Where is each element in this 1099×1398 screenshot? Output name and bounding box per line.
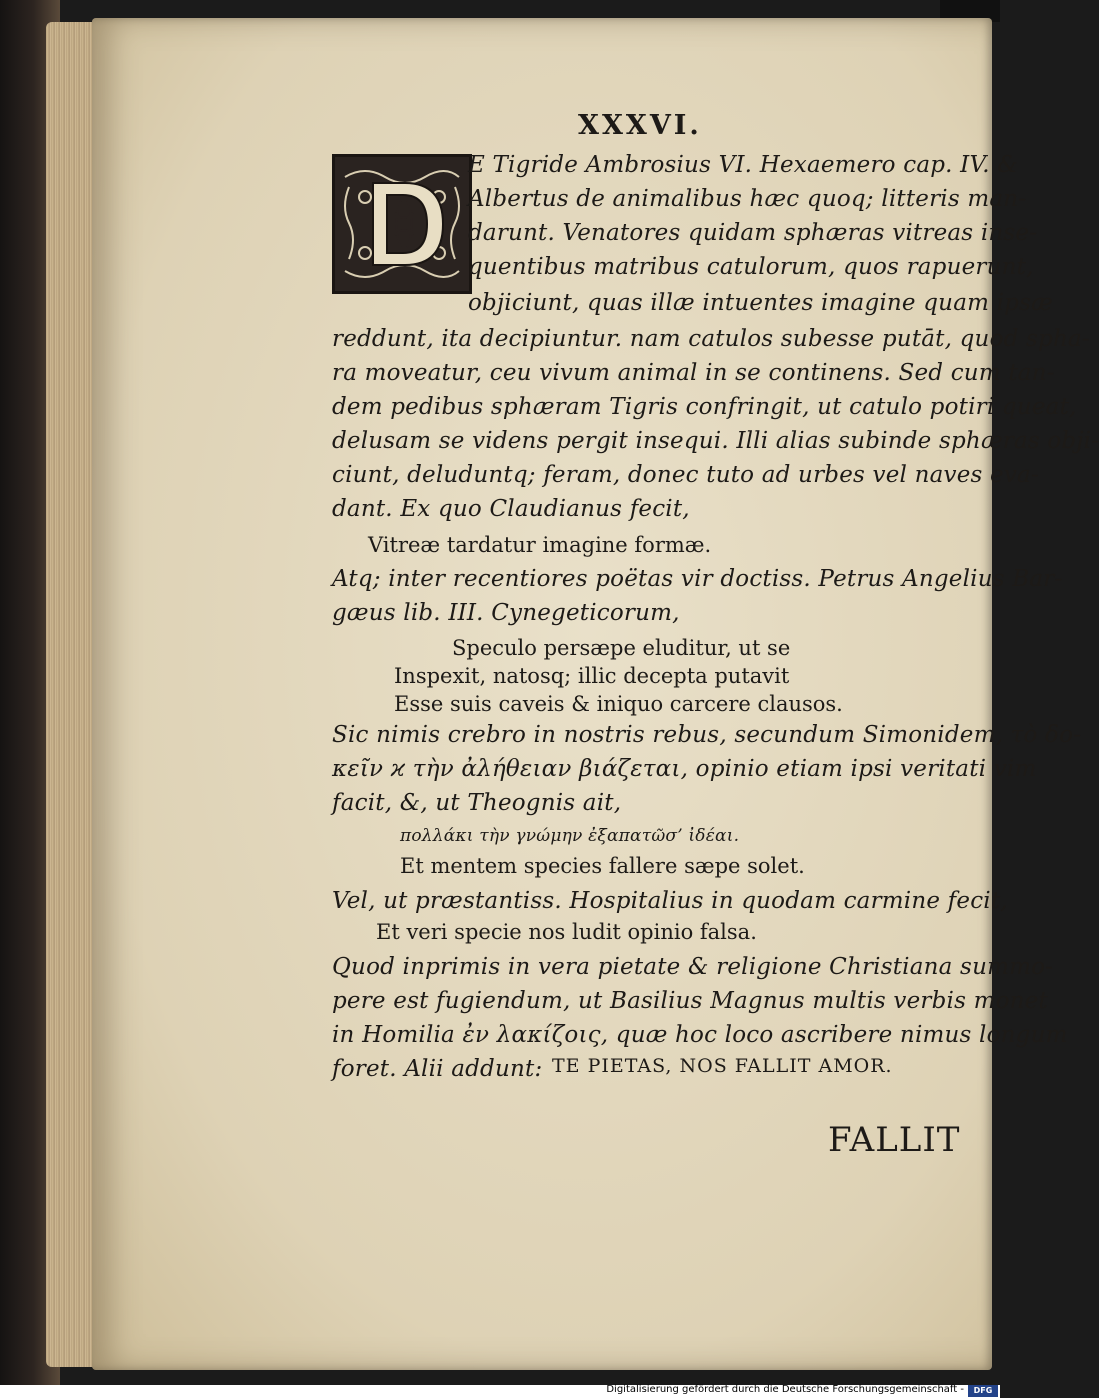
para2-line-1: Atq; inter recentiores poëtas vir doctiss. Petrus Angelius Bar- <box>332 566 1063 592</box>
dfg-logo-icon: DFG <box>968 1385 998 1397</box>
ornament-initial-icon <box>335 157 469 291</box>
verse-hospitalius: Et veri specie nos ludit opinio falsa. <box>376 920 757 944</box>
text-line-5: objiciunt, quas illæ intuentes imagine quam ipsæ <box>468 290 1053 316</box>
greek-verse: πολλάκι τὴν γνώμην ἐξαπατῶσ’ ἰδέαι. <box>400 826 740 846</box>
text-line-2: Albertus de animalibus hæc quoq; litteris man- <box>468 186 1027 212</box>
catchword: FALLIT <box>828 1120 961 1160</box>
page-heading: XXXVI. <box>578 110 702 141</box>
para5-line-4: foret. Alii addunt: <box>332 1056 543 1082</box>
text-line-1: E Tigride Ambrosius VI. Hexaemero cap. IV. & <box>468 152 1018 178</box>
text-line-11: dant. Ex quo Claudianus fecit, <box>332 496 690 522</box>
verse2-line-1: Speculo persæpe eluditur, ut se <box>452 636 791 660</box>
text-line-3: darunt. Venatores quidam sphæras vitreas inse- <box>468 220 1038 246</box>
para3-line-1: Sic nimis crebro in nostris rebus, secundum Simonidem, τὸ δο- <box>332 722 1082 748</box>
para3-line-2: κεῖν ϰ τὴν ἀλήθειαν βιάζεται, opinio etiam ipsi veritati vim <box>332 756 1037 782</box>
verse2-line-3: Esse suis caveis & iniquo carcere clausos. <box>394 692 843 716</box>
text-line-6: reddunt, ita decipiuntur. nam catulos subesse putāt, quod spha- <box>332 326 1090 352</box>
para5-line-1: Quod inprimis in vera pietate & religione Christiana summo- <box>332 954 1054 980</box>
para3-line-3: facit, &, ut Theognis ait, <box>332 790 622 816</box>
text-line-7: ra moveatur, ceu vivum animal in se continens. Sed cum tan- <box>332 360 1055 386</box>
footer-bar <box>0 1385 1000 1398</box>
verse2-line-2: Inspexit, natosq; illic decepta putavit <box>394 664 790 688</box>
verse-claudianus: Vitreæ tardatur imagine formæ. <box>368 533 712 557</box>
para4: Vel, ut præstantiss. Hospitalius in quodam carmine fecit, <box>332 888 1008 914</box>
decorated-initial-d <box>332 154 472 294</box>
text-line-10: ciunt, deluduntq; feram, donec tuto ad urbes vel naves eva- <box>332 462 1039 488</box>
para5-line-3: in Homilia ἐν λακίζοις, quæ hoc loco ascribere nimus longum <box>332 1022 1068 1048</box>
footer-credit: Digitalisierung gefördert durch die Deutsche Forschungsgemeinschaft - <box>606 1384 964 1395</box>
text-line-9: delusam se videns pergit insequi. Illi alias subinde sphæras obji- <box>332 428 1099 454</box>
para5-line-2: pere est fugiendum, ut Basilius Magnus multis verbis monet <box>332 988 1048 1014</box>
text-line-8: dem pedibus sphæram Tigris confringit, ut catulo potiri queat, <box>332 394 1077 420</box>
para2-line-2: gæus lib. III. Cynegeticorum, <box>332 600 680 626</box>
motto: TE PIETAS, NOS FALLIT AMOR. <box>552 1055 893 1077</box>
verse-theognis: Et mentem species fallere sæpe solet. <box>400 854 805 878</box>
text-line-4: quentibus matribus catulorum, quos rapuerunt, <box>468 254 1034 280</box>
